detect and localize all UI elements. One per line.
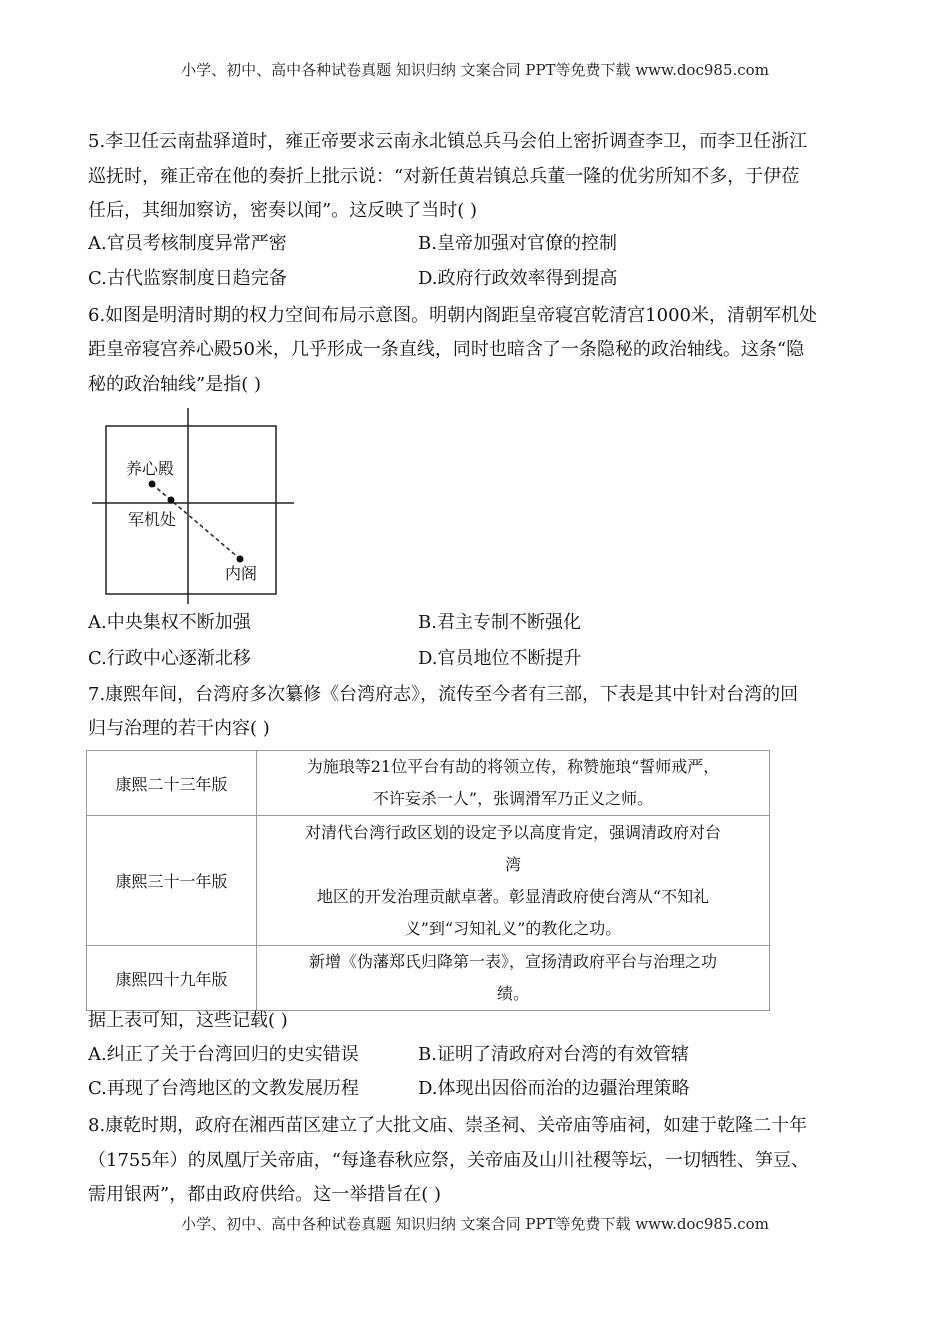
q6-option-a: A.中央集权不断加强 xyxy=(88,612,251,633)
q5-option-b: B.皇帝加强对官僚的控制 xyxy=(418,233,617,254)
gazetteer-table xyxy=(86,750,770,1011)
q5-line-1: 5.李卫任云南盐驿道时，雍正帝要求云南永北镇总兵马会伯上密折调查李卫，而李卫任浙江 xyxy=(88,131,808,152)
junjichu-dot xyxy=(168,497,175,504)
content-line: 湾 xyxy=(504,854,521,874)
q5-line-3: 任后，其细加察访，密奏以闻”。这反映了当时( ) xyxy=(88,200,477,221)
content-line: 地区的开发治理贡献卓著。彰显清政府使台湾从“不知礼 xyxy=(316,886,710,906)
neige-dot xyxy=(237,556,244,563)
content-line: 对清代台湾行政区划的设定予以高度肯定，强调清政府对台 xyxy=(304,822,721,842)
label-yangxindian: 养心殿 xyxy=(126,459,175,478)
content-line: 为施琅等21位平台有劼的将领立传，称赞施琅“誓师戒严， xyxy=(306,757,720,776)
content-line: 新增《伪藩郑氏归降第一表》，宣扬清政府平台与治理之功 xyxy=(308,952,717,971)
power-layout-diagram xyxy=(92,408,302,604)
q8-line-1: 8.康乾时期，政府在湘西苗区建立了大批文庙、崇圣祠、关帝庙等庙祠，如建于乾隆二十年 xyxy=(88,1115,808,1136)
table-row xyxy=(87,751,770,816)
q7-option-d: D.体现出因俗而治的边疆治理策略 xyxy=(418,1078,690,1099)
q7-line-1: 7.康熙年间，台湾府多次纂修《台湾府志》，流传至今者有三部，下表是其中针对台湾的回 xyxy=(88,684,799,705)
content-line: 义”到“习知礼义”的教化之功。 xyxy=(404,918,622,938)
table-row xyxy=(87,816,770,946)
content-cell xyxy=(257,946,770,1011)
q6-line-3: 秘的政治轴线”是指( ) xyxy=(88,374,261,395)
q5-line-2: 巡抚时，雍正帝在他的奏折上批示说：“对新任黄岩镇总兵董一隆的优劣所知不多，于伊莅 xyxy=(88,166,800,187)
q5-option-d: D.政府行政效率得到提高 xyxy=(418,268,618,289)
q6-option-d: D.官员地位不断提升 xyxy=(418,648,582,669)
yangxindian-dot xyxy=(149,481,156,488)
edition-cell: 康熙三十一年版 xyxy=(87,816,257,946)
q6-option-b: B.君主专制不断强化 xyxy=(418,612,581,633)
q6-line-1: 6.如图是明清时期的权力空间布局示意图。明朝内阁距皇帝寝宫乾清宫1000米，清朝军机处 xyxy=(88,305,817,326)
content-line: 绩。 xyxy=(496,984,529,1003)
q7-option-b: B.证明了清政府对台湾的有效管辖 xyxy=(418,1044,689,1065)
q6-line-2: 距皇帝寝宫养心殿50米，几乎形成一条直线，同时也暗含了一条隐秘的政治轴线。这条“隐 xyxy=(88,339,805,360)
table-row xyxy=(87,946,770,1011)
q7-line-2: 归与治理的若干内容( ) xyxy=(88,718,270,739)
q8-line-2: （1755年）的凤凰厅关帝庙，“每逢春秋应祭，关帝庙及山川社稷等坛，一切牺牲、笋豆、 xyxy=(88,1150,810,1171)
label-junjichu: 军机处 xyxy=(128,510,177,529)
label-neige: 内阁 xyxy=(225,564,258,583)
q5-option-c: C.古代监察制度日趋完备 xyxy=(88,268,287,289)
q6-option-c: C.行政中心逐渐北移 xyxy=(88,648,251,669)
page-footer: 小学、初中、高中各种试卷真题 知识归纳 文案合同 PPT等免费下载 www.doc985.com xyxy=(181,1215,769,1233)
content-line: 不许妄杀一人”，张调滑军乃正义之师。 xyxy=(372,789,654,808)
edition-cell: 康熙二十三年版 xyxy=(87,751,257,816)
q7-option-a: A.纠正了关于台湾回归的史实错误 xyxy=(88,1044,359,1065)
content-cell xyxy=(257,751,770,816)
page-header: 小学、初中、高中各种试卷真题 知识归纳 文案合同 PPT等免费下载 www.doc985.com xyxy=(181,61,769,79)
q8-line-3: 需用银两”，都由政府供给。这一举措旨在( ) xyxy=(88,1184,441,1205)
q7-after-table: 据上表可知，这些记载( ) xyxy=(88,1010,288,1031)
q5-option-a: A.官员考核制度异常严密 xyxy=(88,233,287,254)
edition-cell: 康熙四十九年版 xyxy=(87,946,257,1011)
content-cell xyxy=(257,816,770,946)
q7-option-c: C.再现了台湾地区的文教发展历程 xyxy=(88,1078,359,1099)
